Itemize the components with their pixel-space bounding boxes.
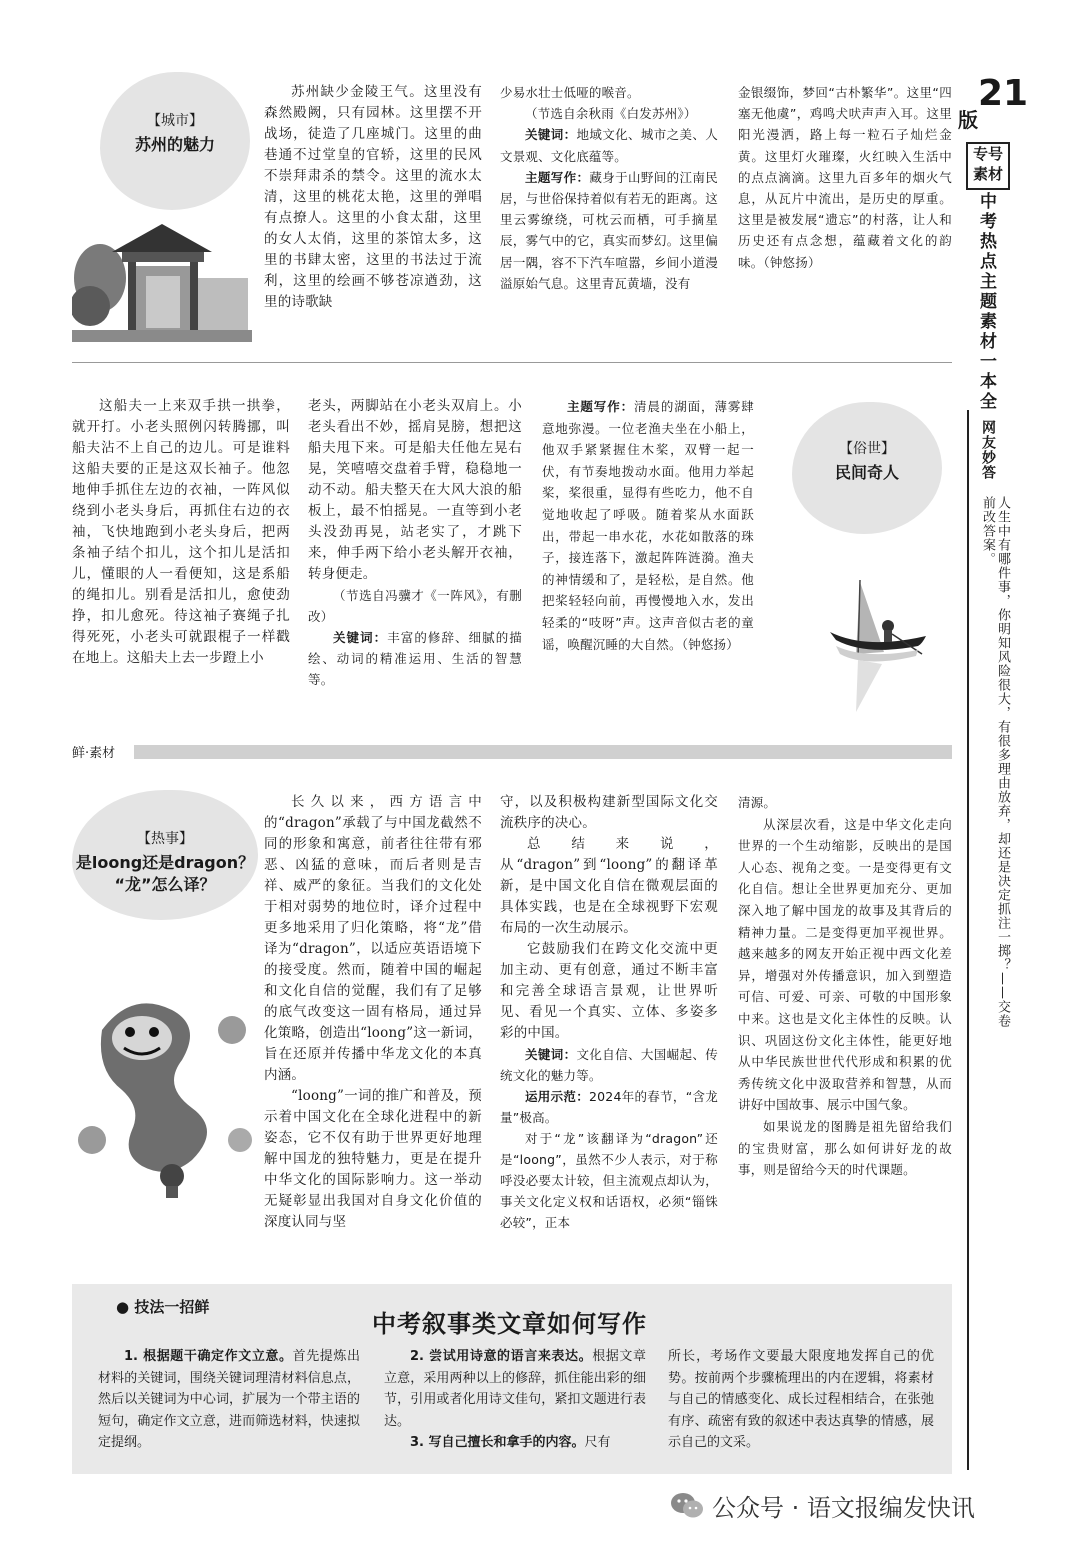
series-title: 中考热点主题素材一本全 (976, 192, 996, 412)
hot-col3 (738, 792, 952, 1181)
watermark (670, 1488, 975, 1523)
city-tag: 【城市】 (147, 113, 203, 129)
hot-use-text: 2024年的春节，“含龙量”极高。 (500, 1089, 718, 1125)
hot-col2-p3: 它鼓励我们在跨文化交流中更加主动、更有创意，通过不断丰富和完善全球语言景观，让世界听见、看见一个真实、立体、多姿多彩的中国。 (500, 941, 718, 1041)
folk-col2-kw (308, 627, 522, 690)
tip1-head: 1. 根据题干确定作文立意。 (124, 1349, 293, 1364)
folk-kw-text: 丰富的修辞、细腻的描绘、动词的精准运用、生活的智慧等。 (308, 630, 522, 687)
tips-label (116, 1296, 209, 1317)
tip3-head: 3. 写自己擅长和拿手的内容。 (410, 1435, 585, 1450)
pavilion-illustration (72, 218, 252, 342)
tip2-body: 根据文章立意，采用两种以上的修辞，抓住能出彩的细节，引用或者化用诗文佳句，紧扣文题进行表达。 (384, 1349, 646, 1429)
tips-col1 (98, 1346, 360, 1454)
hot-col3-p2: 从深层次看，这是中华文化走向世界的一个生动缩影，反映出的是国人心态、视角之变。一是变得更有文化自信。想让全世界更加充分、更加深入地了解中国龙的故事及其背后的精神力量。二是变得更加平视世界。越来越多的网友开始正视中西文化差异，增强对外传播意识，加入到塑造可信、可爱、可亲、可敬的中国形象中来。这也是文化主体性的反映。认识、巩固这份文化主体性，能更好地从中华民族世世代代形成和积累的优秀传统文化中汲取营养和智慧，从而讲好中国故事、展示中国气象。 (738, 816, 952, 1113)
folk-col2 (308, 396, 522, 690)
column-tag-text: 专号 素材 (972, 145, 1003, 183)
city-title: 苏州的魅力 (134, 135, 215, 154)
hot-col3-p3: 如果说龙的图腾是祖先留给我们的宝贵财富，那么如何讲好龙的故事，则是留给今天的时代课题。 (738, 1118, 952, 1178)
hot-col1-p1: 长久以来，西方语言中的“dragon”承载了与中国龙截然不同的形象和寓意，前者往往带有邪恶、凶猛的意味，而后者则是吉祥、威严的象征。当我们的文化处于相对弱势的地位时，译介过程中更多地采用了归化策略，将“龙”借译为“dragon”，以适应英语语境下的接受度。然而，随着中国的崛起和文化自信的觉醒，我们有了足够的底气改变这一固有格局，通过异化策略，创造出“loong”这一新词，旨在还原并传播中华龙文化的本真内涵。 (264, 794, 482, 1083)
city-col2-kw (500, 124, 718, 166)
tips-headline: 中考叙事类文章如何写作 (372, 1309, 647, 1338)
city-label-blob (100, 72, 250, 210)
hot-kw-text: 文化自信、大国崛起、传统文化的魅力等。 (500, 1047, 718, 1083)
tip1-body: 首先提炼出材料的关键词，围绕关键词理清材料信息点，然后以关键词为中心词，扩展为一个带主语的短句，确定作文立意，进而筛选材料，快速拟定提纲。 (98, 1349, 360, 1450)
city-col2-theme (500, 167, 718, 294)
city-kw-text: 地域文化、城市之美、人文景观、文化底蕴等。 (500, 127, 718, 164)
folk-col3 (542, 396, 754, 655)
divider-1 (72, 362, 952, 363)
folk-title: 民间奇人 (834, 463, 899, 482)
folk-col2-p1: 老头，两脚站在小老头双肩上。小老头看出不妙，摇肩晃膀，想把这船夫甩下来。可是船夫任他左晃右晃，笑嘻嘻交盘着手臂，稳稳地一动不动。船夫整天在大风大浪的船板上，最不怕摇晃。一直等到小老头没劲再晃，站老实了，才跳下来，伸手两下给小老头解开衣袖，转身便走。 (308, 398, 522, 582)
watermark-text: 公众号 · 语文报编发快讯 (712, 1494, 975, 1522)
folk-theme-text: 清晨的湖面，薄雾肆意地弥漫。一位老渔夫坐在小船上，他双手紧紧握住木桨，双臂一起一伏，有节奏地拨动水面。他用力举起桨，桨很重，显得有些吃力，他不自觉地收起了呼吸。随着桨从水面跃出，带起一串水花，水花如散落的珠子，接连落下，激起阵阵涟漪。渔夫的神情缓和了，是轻松，是自然。他把桨轻轻向前，再慢慢地入水，发出轻柔的“吱呀”声。这声音似古老的童谣，唤醒沉睡的大自然。（钟悠扬） (542, 399, 754, 652)
city-kw-label: 关键词： (525, 127, 577, 143)
section-bar (134, 745, 952, 759)
city-col2-p1: 少易水壮士低哑的喉音。 (500, 85, 640, 100)
fisherman-boat-illustration (826, 574, 946, 714)
hot-col2-kw (500, 1044, 718, 1086)
tip2 (384, 1346, 646, 1432)
folk-kw-label: 关键词： (333, 630, 388, 645)
hot-label-blob (72, 790, 258, 920)
column-tag (966, 142, 1010, 190)
city-theme-text: 藏身于山野间的江南民居，与世俗保持着似有若无的距离。这里云雾缭绕，可枕云而栖，可手摘星辰，雾气中的它，真实而梦幻。这里偏居一隅，容不下汽车喧嚣，乡间小道漫溢原始气息。这里青瓦黄墙，没有 (500, 169, 718, 291)
hot-col2 (500, 792, 718, 1233)
city-col3 (738, 82, 952, 273)
hot-col2-p4: 对于“龙”该翻译为“dragon”还是“loong”，虽然不少人表示，对于称呼没必要太计较，但主流观点却认为，事关文化定义权和话语权，必须“锱铢必较”，正本 (500, 1131, 718, 1230)
rail-rule (967, 410, 969, 1470)
city-col2 (500, 82, 718, 294)
section-label: 鲜·素材 (72, 746, 116, 761)
hot-col2-p1: 守，以及积极构建新型国际文化交流秩序的决心。 (500, 794, 718, 831)
city-col3-text: 金银缀饰，梦回“古朴繁华”。这里“四塞无他虞”，鸡鸣犬吠声声入耳。这里阳光漫洒，路上每一粒石子灿烂金黄。这里灯火璀璨，火红映入生活中的点点滴滴。这里九百多年的烟火气息，从瓦片中流出，是历史的厚重。这里是被发展“遗忘”的村落，让人和历史还有点念想，蕴藏着文化的韵味。（钟悠扬） (738, 85, 952, 270)
city-theme-label: 主题写作： (525, 169, 590, 185)
hot-tag: 【热事】 (137, 831, 193, 847)
tip3-body: 尺有 (584, 1435, 611, 1450)
dragon-illustration (72, 990, 258, 1200)
hot-use-label: 运用示范： (525, 1089, 589, 1104)
folk-col2-source: （节选自冯骥才《一阵风》，有删改） (308, 588, 522, 624)
hot-col1 (264, 792, 482, 1233)
hot-col1-p2: “loong”一词的推广和普及，预示着中国文化在全球化进程中的新姿态，它不仅有助于世界更好地理解中国龙的独特魅力，更是在提升中华文化的国际影响力。这一举动无疑彰显出我国对自身文化价值的深度认同与坚 (264, 1088, 482, 1230)
hot-kw-label: 关键词： (525, 1047, 577, 1062)
tip1 (98, 1346, 360, 1454)
tips-col2 (384, 1346, 646, 1454)
city-col1-text: 苏州缺少金陵王气。这里没有森然殿阙，只有园林。这里摆不开战场，徒造了几座城门。这里的曲巷通不过堂皇的官轿，这里的民风不崇拜肃杀的禁令。这里的流水太清，这里的桃花太艳，这里的弹唱有点撩人。这里的小食太甜，这里的女人太俏，这里的茶馆太多，这里的书肆太密，这里的书法过于流利，这里的绘画不够苍凉遒劲，这里的诗歌缺 (264, 84, 482, 310)
bullet-icon: ● (116, 1298, 130, 1316)
ban-label: 版 (958, 108, 978, 132)
city-col1 (264, 82, 482, 313)
hot-col2-p2: 总结来说，从“dragon”到“loong”的翻译革新，是中国文化自信在微观层面的具体实践，也是在全球视野下宏观布局的一次生动展示。 (500, 836, 718, 936)
qa-label: 网友妙答 (980, 420, 996, 480)
hot-col3-p1: 清源。 (738, 795, 777, 810)
folk-col1-text: 这船夫一上来双手拱一拱拳，就开打。小老头照例闪转腾挪，叫船夫沾不上自己的边儿。可是谁料这船夫要的正是这双长袖子。他忽地伸手抓住左边的衣袖，一阵风似绕到小老头身后，再抓住右边的衣袖，飞快地跑到小老头身后，把两条袖子结个扣儿，这个扣儿是活扣儿，懂眼的人一看便知，这是系船的绳扣儿。别看是活扣儿，愈使劲挣，扣儿愈死。待这袖子赛绳子扎得死死，小老头可就跟棍子一样戳在地上。这船夫上去一步蹬上小 (72, 398, 290, 666)
hot-title-1: 是loong还是dragon？ (75, 853, 255, 872)
folk-theme-label: 主题写作： (567, 399, 635, 414)
folk-tag: 【俗世】 (839, 441, 895, 457)
tips-col3 (668, 1346, 934, 1454)
tip3 (384, 1432, 646, 1454)
hot-title-2: “龙”怎么译？ (114, 875, 216, 894)
tip2-head: 2. 尝试用诗意的语言来表达。 (410, 1349, 593, 1364)
qa-text: 人生中有哪件事，你明知风险很大，有很多理由放弃，却还是决定抓注一掷？——交卷前改答案。 (980, 496, 1010, 1028)
wechat-icon (670, 1491, 704, 1521)
tips-label-text: 技法一招鲜 (134, 1298, 210, 1316)
city-col2-source: （节选自余秋雨《白发苏州》） (525, 106, 697, 122)
page-number: 21 (978, 73, 1029, 114)
folk-col3-theme (542, 396, 754, 655)
tip3-cont: 所长，考场作文要最大限度地发挥自己的优势。按前两个步骤梳理出的内在逻辑，将素材与自己的情感变化、成长过程相结合，在张弛有序、疏密有致的叙述中表达真挚的情感，展示自己的文采。 (668, 1349, 934, 1450)
folk-label-blob (792, 402, 942, 534)
folk-col1 (72, 396, 290, 669)
hot-col2-use (500, 1086, 718, 1128)
